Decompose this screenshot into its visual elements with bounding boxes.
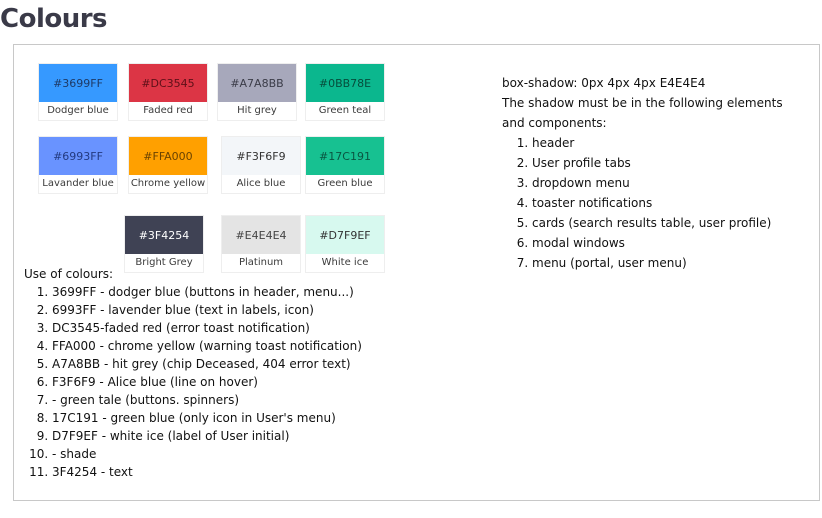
page-title: Colours xyxy=(0,4,108,34)
swatch-dodger-blue xyxy=(38,63,118,121)
swatch-lavander-blue xyxy=(38,136,118,194)
list-item: 9. D7F9EF - white ice (label of User initial) xyxy=(52,427,362,445)
swatch-color-chip: #3F4254 xyxy=(125,216,203,254)
list-item: 1. 3699FF - dodger blue (buttons in header, menu...) xyxy=(52,283,362,301)
swatch-hit-grey xyxy=(217,63,297,121)
swatch-faded-red xyxy=(128,63,208,121)
list-item: 2. 6993FF - lavender blue (text in labels, icon) xyxy=(52,301,362,319)
list-item: 8. 17C191 - green blue (only icon in User's menu) xyxy=(52,409,362,427)
list-item: 4. FFA000 - chrome yellow (warning toast notification) xyxy=(52,337,362,355)
swatch-name: Platinum xyxy=(238,257,284,268)
list-item: 7. menu (portal, user menu) xyxy=(532,253,792,273)
swatch-color-chip: #F3F6F9 xyxy=(222,137,300,175)
list-item: 2. User profile tabs xyxy=(532,153,792,173)
swatch-name: Chrome yellow xyxy=(130,178,206,189)
swatch-name: White ice xyxy=(321,257,369,268)
colour-usage-section xyxy=(24,265,362,481)
swatch-name: Lavander blue xyxy=(42,178,114,189)
list-item: 6. F3F6F9 - Alice blue (line on hover) xyxy=(52,373,362,391)
list-item: 11. 3F4254 - text xyxy=(52,463,362,481)
shadow-intro: The shadow must be in the following elements and components: xyxy=(502,96,783,130)
swatch-alice-blue xyxy=(221,136,301,194)
list-item: 3. dropdown menu xyxy=(532,173,792,193)
colour-usage-list xyxy=(24,283,362,481)
swatch-color-chip: #FFA000 xyxy=(129,137,207,175)
swatch-name: Hit grey xyxy=(237,105,277,116)
swatch-color-chip: #3699FF xyxy=(39,64,117,102)
swatch-green-teal xyxy=(305,63,385,121)
list-item: 3. DC3545-faded red (error toast notification) xyxy=(52,319,362,337)
swatch-color-chip: #6993FF xyxy=(39,137,117,175)
swatch-color-chip: #0BB78E xyxy=(306,64,384,102)
swatch-color-chip: #A7A8BB xyxy=(218,64,296,102)
shadow-note-section xyxy=(502,73,792,273)
list-item: 1. header xyxy=(532,133,792,153)
list-item: 10. - shade xyxy=(52,445,362,463)
shadow-rule: box-shadow: 0px 4px 4px E4E4E4 xyxy=(502,76,706,90)
list-item: 5. A7A8BB - hit grey (chip Deceased, 404 error text) xyxy=(52,355,362,373)
shadow-element-list xyxy=(502,133,792,273)
colour-usage-title: Use of colours: xyxy=(24,267,114,281)
swatch-color-chip: #DC3545 xyxy=(129,64,207,102)
swatch-name: Bright Grey xyxy=(135,257,193,268)
swatch-name: Faded red xyxy=(143,105,193,116)
swatch-name: Dodger blue xyxy=(47,105,109,116)
swatch-green-blue xyxy=(305,136,385,194)
list-item: 5. cards (search results table, user profile) xyxy=(532,213,792,233)
swatch-color-chip: #D7F9EF xyxy=(306,216,384,254)
swatch-chrome-yellow xyxy=(128,136,208,194)
swatch-color-chip: #E4E4E4 xyxy=(222,216,300,254)
list-item: 6. modal windows xyxy=(532,233,792,253)
swatch-name: Green teal xyxy=(318,105,372,116)
list-item: 4. toaster notifications xyxy=(532,193,792,213)
swatch-name: Alice blue xyxy=(236,178,286,189)
swatch-color-chip: #17C191 xyxy=(306,137,384,175)
swatch-name: Green blue xyxy=(317,178,373,189)
list-item: 7. - green tale (buttons. spinners) xyxy=(52,391,362,409)
